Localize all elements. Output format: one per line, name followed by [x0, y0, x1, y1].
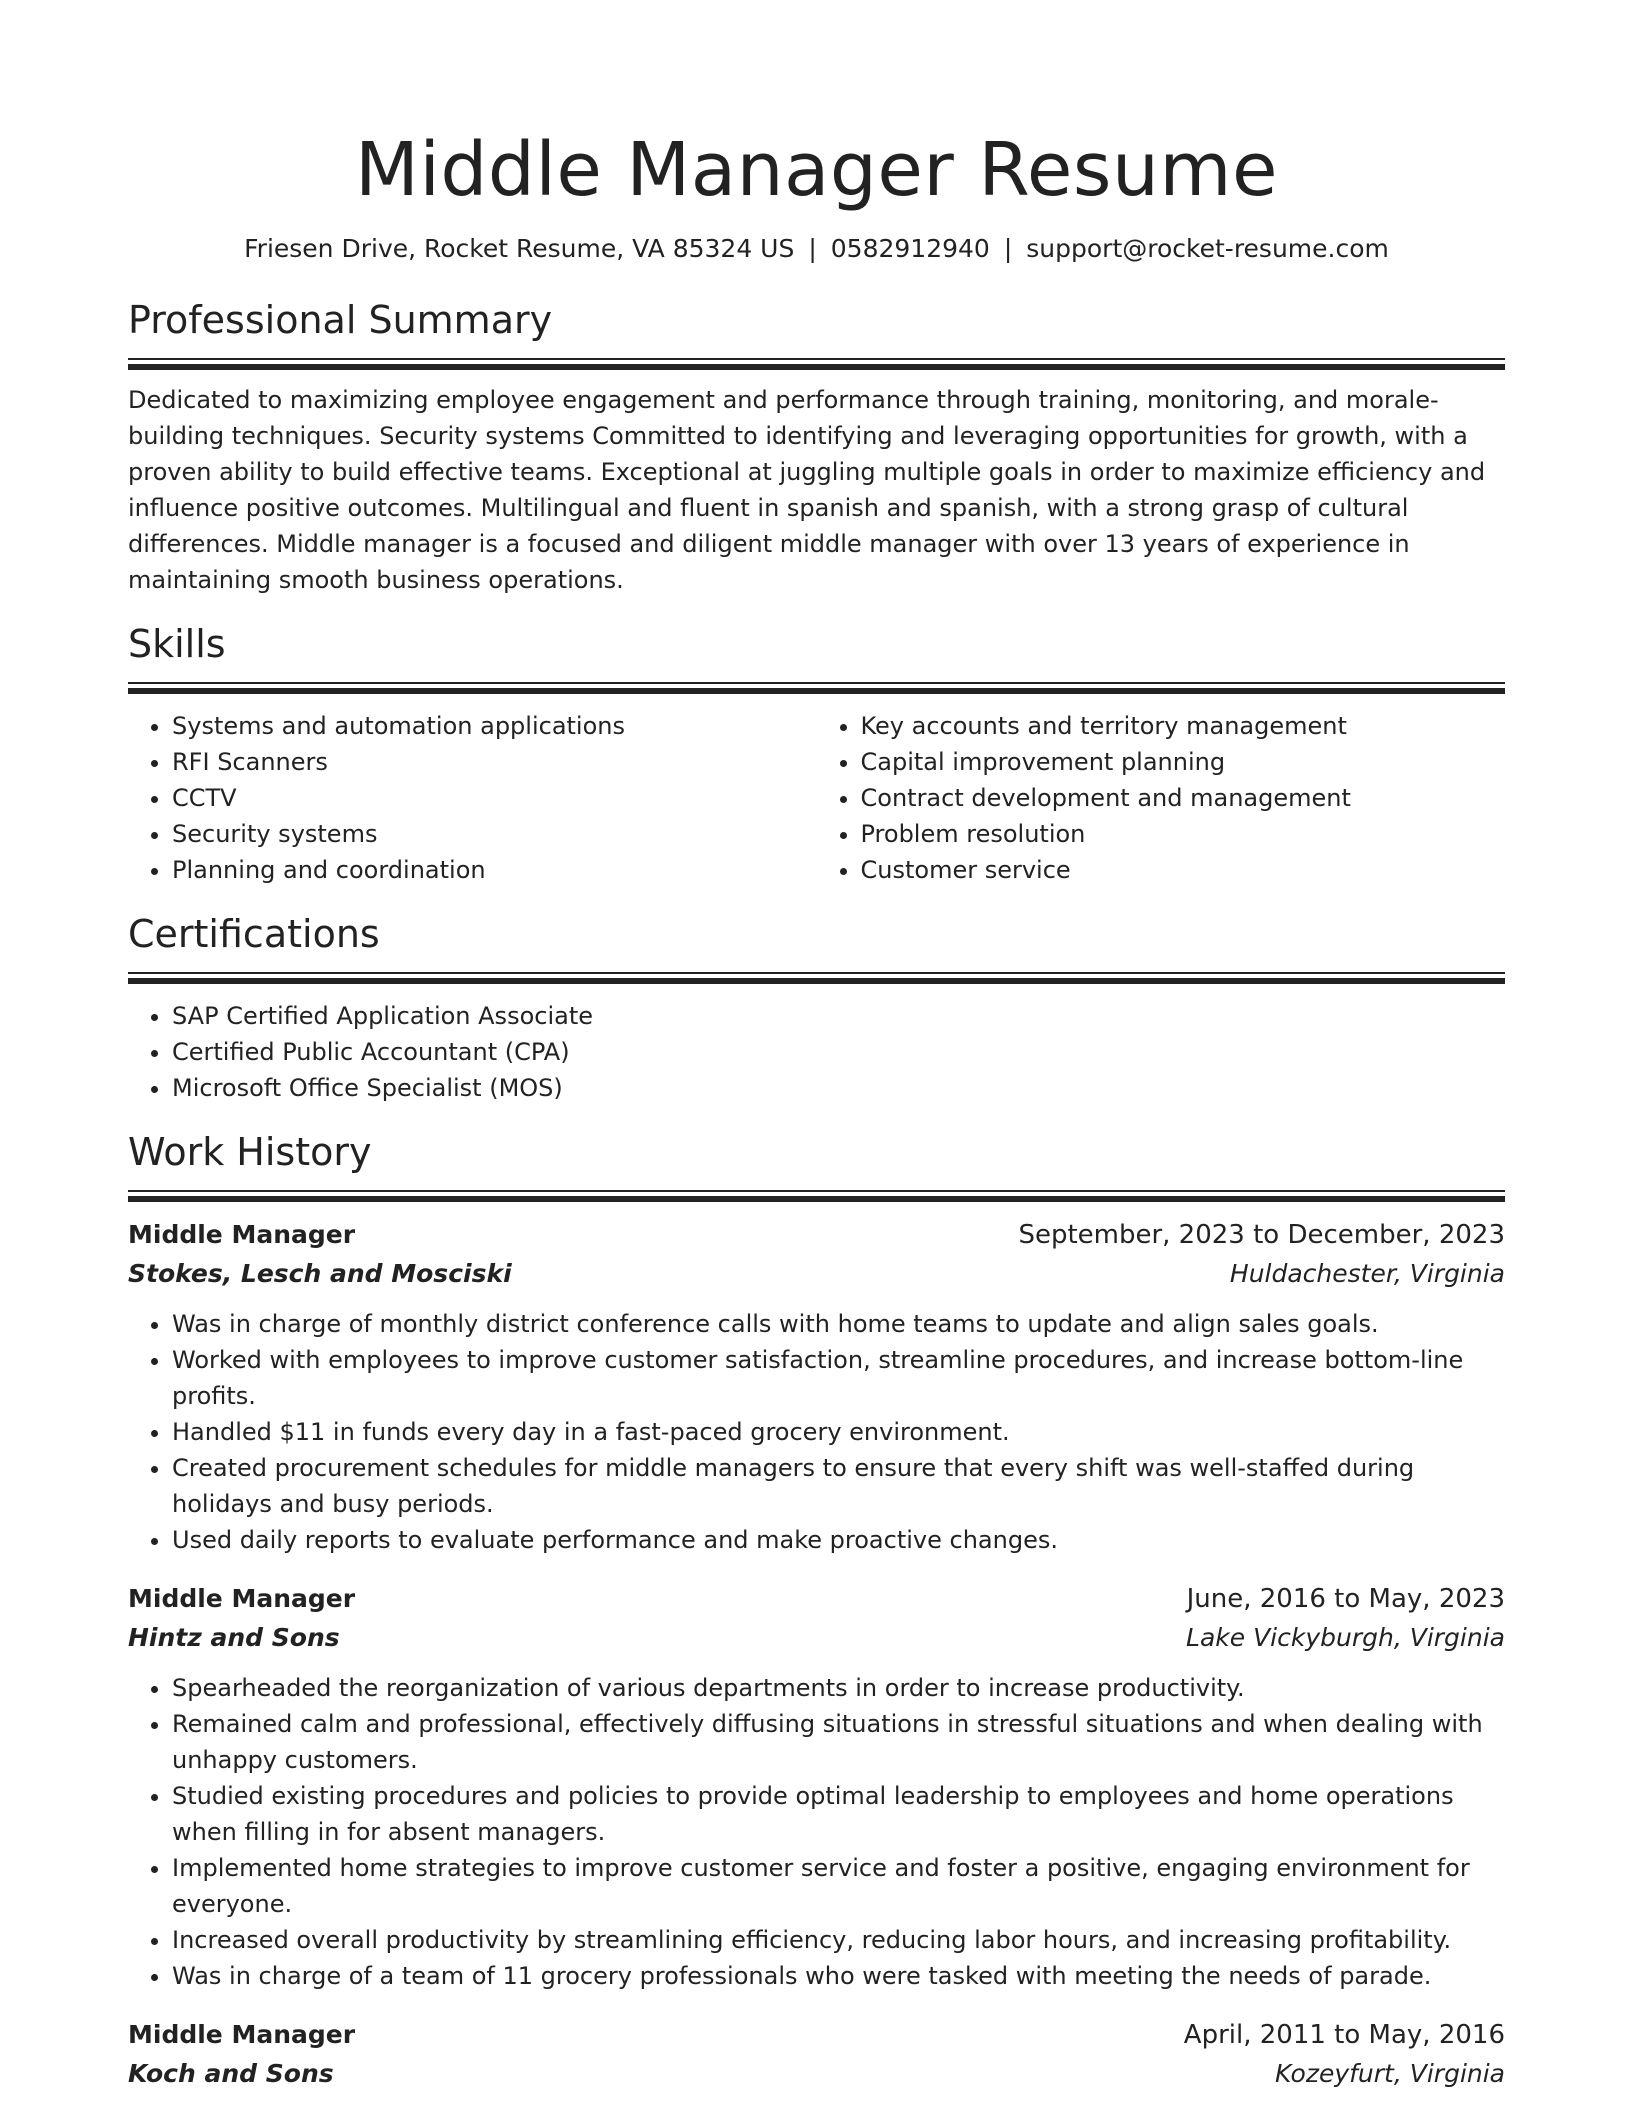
job-dates: September, 2023 to December, 2023 — [1018, 1220, 1505, 1250]
section-title-skills: Skills — [128, 622, 226, 666]
skill-item: • Planning and coordination — [172, 852, 817, 888]
contact-phone: 0582912940 — [830, 234, 990, 263]
job-dates: June, 2016 to May, 2023 — [1186, 1584, 1505, 1614]
summary-section — [128, 296, 1505, 598]
skill-item: • Problem resolution — [861, 816, 1506, 852]
job-location: Lake Vickyburgh, Virginia — [1186, 1623, 1505, 1652]
job-subheader — [128, 2054, 1505, 2094]
job-bullet: • Studied existing procedures and policies to provide optimal leadership to employees and home operations when filling in for absent managers. — [172, 1778, 1505, 1850]
section-divider — [128, 972, 1505, 984]
section-title-work-history: Work History — [128, 1130, 372, 1174]
skills-list-right — [817, 708, 1506, 888]
certifications-list — [128, 998, 1505, 1106]
skill-item: • CCTV — [172, 780, 817, 816]
job-entry — [128, 1216, 1505, 1558]
job-bullet: • Increased overall productivity by streamlining efficiency, reducing labor hours, and increasing profitability. — [172, 1922, 1505, 1958]
section-divider — [128, 1190, 1505, 1202]
skills-list-left — [128, 708, 817, 888]
certification-item: • Certified Public Accountant (CPA) — [172, 1034, 1505, 1070]
job-header — [128, 1580, 1505, 1618]
job-title: Middle Manager — [128, 2020, 356, 2049]
skill-item: • Key accounts and territory management — [861, 708, 1506, 744]
job-bullet: • Worked with employees to improve customer satisfaction, streamline procedures, and increase bottom-line profits. — [172, 1342, 1505, 1414]
job-bullet: • Used daily reports to evaluate performance and make proactive changes. — [172, 1522, 1505, 1558]
contact-address: Friesen Drive, Rocket Resume, VA 85324 US — [244, 234, 795, 263]
job-bullet: • Remained calm and professional, effectively diffusing situations in stressful situations and when dealing with unhappy customers. — [172, 1706, 1505, 1778]
job-subheader — [128, 1618, 1505, 1658]
skill-item: • RFI Scanners — [172, 744, 817, 780]
job-bullet: • Handled $11 in funds every day in a fast-paced grocery environment. — [172, 1414, 1505, 1450]
job-location: Kozeyfurt, Virginia — [1275, 2059, 1505, 2088]
contact-email: support@rocket-resume.com — [1026, 234, 1389, 263]
job-header — [128, 2016, 1505, 2054]
skill-item: • Capital improvement planning — [861, 744, 1506, 780]
job-bullet: • Was in charge of a team of 11 grocery professionals who were tasked with meeting the needs of parade. — [172, 1958, 1505, 1994]
job-bullet: • Created procurement schedules for middle managers to ensure that every shift was well-staffed during holidays and busy periods. — [172, 1450, 1505, 1522]
job-title: Middle Manager — [128, 1584, 356, 1613]
contact-separator: | — [808, 234, 817, 263]
work-history-section — [128, 1128, 1505, 2094]
certification-item: • SAP Certified Application Associate — [172, 998, 1505, 1034]
skills-grid — [128, 708, 1505, 888]
job-entry — [128, 1580, 1505, 1994]
skills-section — [128, 620, 1505, 888]
job-subheader — [128, 1254, 1505, 1294]
section-title-certifications: Certifications — [128, 912, 380, 956]
skill-item: • Security systems — [172, 816, 817, 852]
job-company: Hintz and Sons — [128, 1623, 340, 1652]
job-dates: April, 2011 to May, 2016 — [1183, 2020, 1505, 2050]
job-bullet: • Was in charge of monthly district conference calls with home teams to update and align sales goals. — [172, 1306, 1505, 1342]
skill-item: • Customer service — [861, 852, 1506, 888]
job-header — [128, 1216, 1505, 1254]
resume-name: Middle Manager Resume — [354, 127, 1279, 213]
job-bullet: • Spearheaded the reorganization of various departments in order to increase productivity. — [172, 1670, 1505, 1706]
job-location: Huldachester, Virginia — [1229, 1259, 1505, 1288]
summary-text: Dedicated to maximizing employee engagement and performance through training, monitoring, and morale-building techniques. Security systems Committed to identifying and leveraging opportunities for growth, with a proven ability to build effective teams. Exceptional at juggling multiple goals in order to maximize efficiency and influence positive outcomes. Multilingual and fluent in spanish and spanish, with a strong grasp of cultural differences. Middle manager is a focused and diligent middle manager with over 13 years of experience in maintaining smooth business operations. — [128, 386, 1486, 594]
job-bullets — [128, 1670, 1505, 1994]
skill-item: • Systems and automation applications — [172, 708, 817, 744]
section-divider — [128, 682, 1505, 694]
contact-line — [128, 232, 1505, 266]
job-bullets — [128, 1306, 1505, 1558]
contact-separator: | — [1003, 234, 1013, 263]
certifications-section — [128, 910, 1505, 1106]
job-entry — [128, 2016, 1505, 2094]
job-company: Koch and Sons — [128, 2059, 334, 2088]
skill-item: • Contract development and management — [861, 780, 1506, 816]
job-title: Middle Manager — [128, 1220, 356, 1249]
section-divider — [128, 358, 1505, 370]
job-company: Stokes, Lesch and Mosciski — [128, 1259, 512, 1288]
certification-item: • Microsoft Office Specialist (MOS) — [172, 1070, 1505, 1106]
job-bullet: • Implemented home strategies to improve customer service and foster a positive, engaging environment for everyone. — [172, 1850, 1505, 1922]
section-title-summary: Professional Summary — [128, 298, 553, 342]
